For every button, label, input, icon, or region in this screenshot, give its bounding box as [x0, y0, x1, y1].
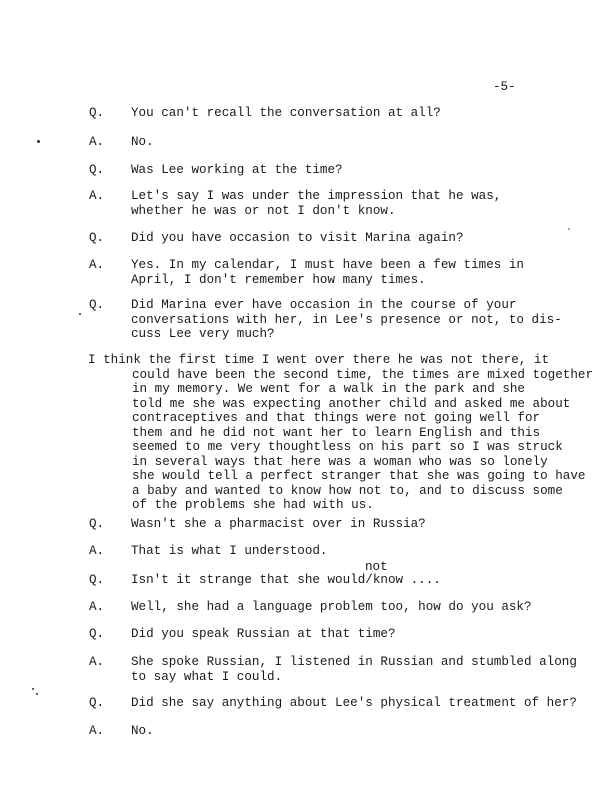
scan-speck	[36, 693, 38, 695]
scan-speck	[79, 313, 81, 315]
exchange-text: No.	[131, 135, 154, 149]
exchange-text: Well, she had a language problem too, how do you ask?	[131, 600, 532, 614]
exchange-text: You can't recall the conversation at all?	[131, 106, 441, 120]
exchange-text: Yes. In my calendar, I must have been a few times in April, I don't remember how many times.	[131, 258, 524, 287]
answer-first-line: I think the first time I went over there he was not there, it	[88, 353, 550, 367]
exchange-text: Did Marina ever have occasion in the course of your conversations with her, in Lee's presence or not, to dis- cuss Lee very much?	[131, 298, 562, 341]
speaker-label: A.	[89, 655, 105, 669]
speaker-label: Q.	[89, 298, 105, 312]
speaker-label: A.	[89, 135, 105, 149]
answer-continuation: could have been the second time, the times are mixed together in my memory. We went for a walk in the park and she told me she was expecting another child and asked me about contraceptives and that things were not going well for them and he did not want her to learn English and this seemed to me very thoughtless on his part so I was struck in several ways that here was a woman who was so lonely she would tell a perfect stranger that she was going to have a baby and wanted to know how not to, and to discuss some of the problems she had with us.	[132, 367, 594, 512]
speaker-label: Q.	[89, 106, 105, 120]
speaker-label: Q.	[89, 231, 105, 245]
exchange-text: Was Lee working at the time?	[131, 163, 343, 177]
speaker-label: A.	[89, 189, 105, 203]
exchange-text: That is what I understood.	[131, 544, 328, 558]
exchange-text: Let's say I was under the impression that he was, whether he was or not I don't know.	[131, 189, 502, 218]
exchange-text: Did you speak Russian at that time?	[131, 627, 396, 641]
speaker-label: Q.	[89, 517, 105, 531]
speaker-label: A.	[89, 724, 105, 738]
speaker-label: Q.	[89, 573, 105, 587]
exchange-text: Isn't it strange that she would/know ....	[131, 573, 441, 587]
speaker-label: A.	[89, 258, 105, 272]
scan-speck	[37, 140, 40, 143]
exchange-text: Did she say anything about Lee's physical treatment of her?	[131, 696, 577, 710]
speaker-label: Q.	[89, 163, 105, 177]
answer-paragraph	[88, 353, 593, 513]
speaker-label: A.	[89, 600, 105, 614]
scan-speck	[568, 228, 570, 230]
page-number: -5-	[493, 80, 516, 94]
exchange-text: No.	[131, 724, 154, 738]
speaker-label: A.	[89, 544, 105, 558]
speaker-label: Q.	[89, 696, 105, 710]
handwritten-insert: not	[365, 560, 388, 574]
speaker-label: Q.	[89, 627, 105, 641]
exchange-text: Wasn't she a pharmacist over in Russia?	[131, 517, 426, 531]
exchange-text: She spoke Russian, I listened in Russian and stumbled along to say what I could.	[131, 655, 577, 684]
scan-speck	[32, 688, 34, 690]
exchange-text: Did you have occasion to visit Marina again?	[131, 231, 464, 245]
